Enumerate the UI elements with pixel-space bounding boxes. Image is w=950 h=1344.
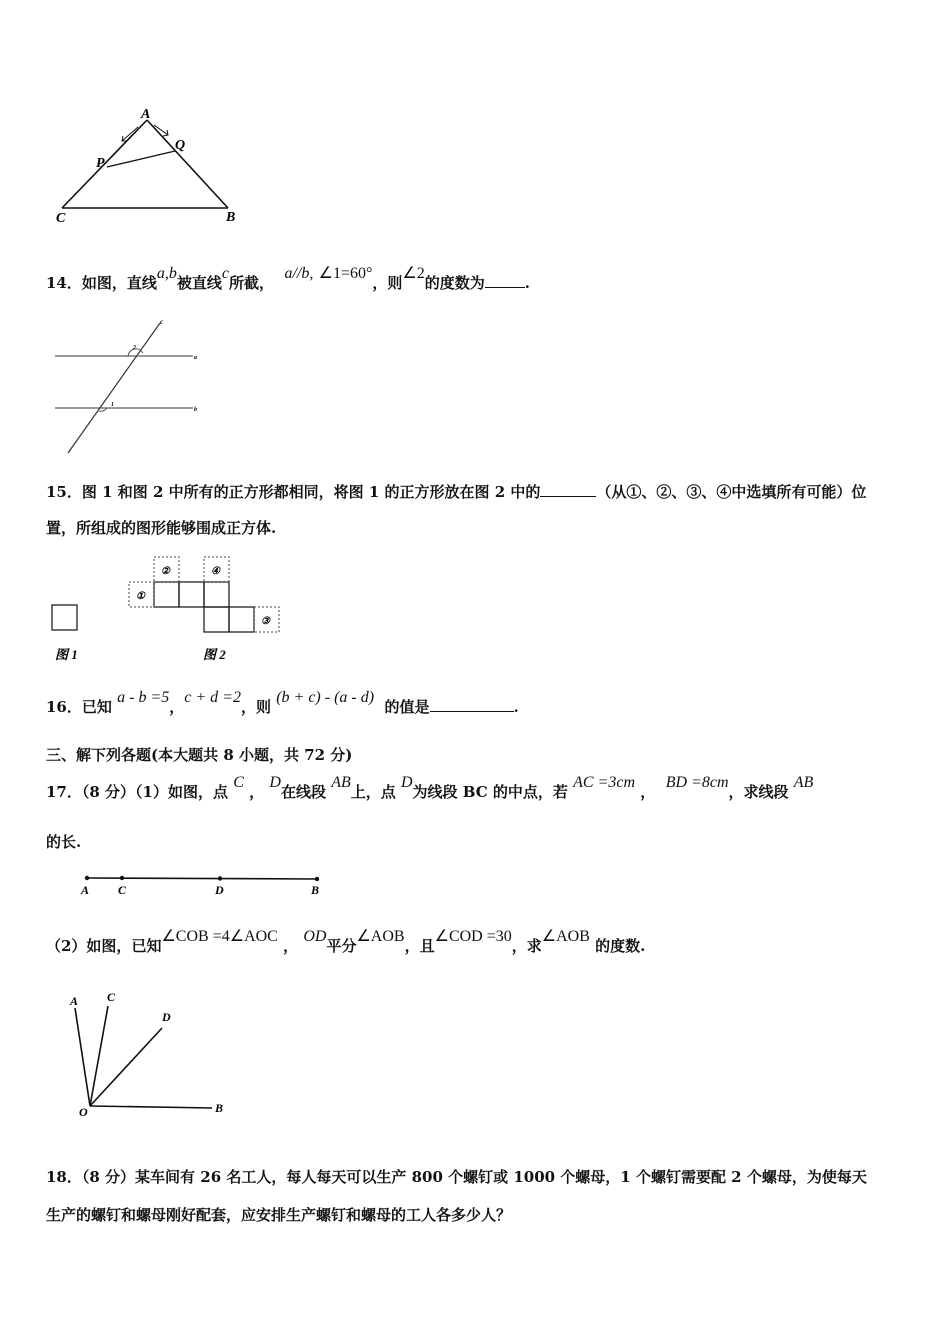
q17-D: D: [269, 774, 281, 791]
q17-D2: D: [400, 774, 413, 791]
q14-answer-blank: [485, 273, 525, 288]
label-B-point: B: [311, 883, 320, 897]
label-C-point: C: [118, 883, 127, 897]
question-17-part1-line2: 的长.: [46, 833, 82, 851]
figure-1-label: 图 1: [55, 647, 78, 662]
q17b-text1: 平分: [326, 937, 357, 955]
q16-end: .: [513, 698, 519, 716]
q17-comma: ，: [249, 783, 265, 801]
figure-2-label: 图 2: [203, 647, 226, 662]
q17-expr1: AC =3cm: [573, 774, 636, 791]
q16-sep: ，: [169, 698, 185, 716]
q16-text1: ，则: [240, 698, 271, 716]
q14-number: 14．如图，直线: [46, 274, 157, 292]
q17-AB2: AB: [793, 774, 814, 791]
question-18-line2: 生产的螺钉和螺母刚好配套，应安排生产螺钉和螺母的工人各多少人？: [46, 1206, 512, 1224]
q14-end: .: [524, 274, 530, 292]
q14-cond1: a//b,: [284, 265, 314, 282]
q16-text2: 的值是: [384, 698, 430, 716]
question-15-line1: [46, 481, 866, 502]
q15-answer-blank: [540, 482, 596, 497]
q17b-text2: ，且: [404, 937, 435, 955]
q17-text1: 在线段: [280, 783, 326, 801]
q17-C: C: [233, 774, 244, 791]
q14-text3: ，则: [372, 274, 403, 292]
position-1: ①: [136, 591, 145, 602]
label-A: A: [141, 107, 151, 122]
q17-comma2: ，: [640, 783, 656, 801]
q14-ab: a,b: [156, 265, 177, 282]
label-angle-2: 2: [133, 345, 136, 351]
label-D-ray: D: [162, 1010, 171, 1024]
label-A-point: A: [81, 883, 90, 897]
label-D-point: D: [215, 883, 224, 897]
label-A-ray: A: [70, 994, 79, 1008]
position-4: ④: [211, 566, 220, 577]
position-2: ②: [161, 566, 170, 577]
section-3-heading: 三、解下列各题(本大题共 8 小题，共 72 分): [46, 746, 353, 764]
position-3: ③: [261, 616, 270, 627]
parallel-lines-figure: [50, 315, 210, 460]
label-C-ray: C: [107, 990, 116, 1004]
q16-expr1: a - b =5: [117, 689, 170, 706]
q17-text2: 上，点: [350, 783, 396, 801]
q17-text4: ，求线段: [728, 783, 789, 801]
question-16: [46, 689, 519, 717]
cube-net-figure: [45, 550, 295, 665]
q17b-OD: OD: [303, 928, 327, 945]
question-14: [46, 265, 530, 293]
q14-text4: 的度数为: [424, 274, 485, 292]
q17b-text3: ，求: [511, 937, 542, 955]
q17-number: 17．（8 分）（1）如图，点: [46, 783, 228, 801]
q17b-expr4: ∠AOB: [541, 928, 590, 945]
q14-c: c: [221, 265, 229, 282]
q15-text1: 15．图 1 和图 2 中所有的正方形都相同，将图 1 的正方形放在图 2 中的: [46, 483, 541, 501]
label-Q: Q: [175, 138, 186, 153]
q17b-expr2: ∠AOB: [356, 928, 405, 945]
q14-cond2: ∠1=60°: [318, 265, 373, 282]
q16-answer-blank: [430, 697, 514, 712]
q17b-text4: 的度数.: [595, 937, 646, 955]
q17-AB: AB: [331, 774, 351, 791]
q15-text1b: （从①、②、③、④中选填所有可能）位: [596, 483, 867, 501]
q17b-sep: ，: [283, 937, 299, 955]
label-B-ray: B: [215, 1101, 224, 1115]
q17b-expr1: ∠COB =4∠AOC: [161, 928, 278, 945]
q15-text2: 置，所组成的图形能够围成正方体.: [46, 519, 277, 537]
q17-expr2: BD =8cm: [665, 774, 729, 791]
segment-figure: [75, 868, 335, 900]
q17b-expr3: ∠COD =30: [434, 928, 512, 945]
q16-expr3: (b + c) - (a - d): [276, 689, 375, 706]
q16-expr2: c + d =2: [184, 689, 241, 706]
q17-text3: 为线段 BC 的中点，若: [412, 783, 568, 801]
q14-text1: 被直线: [176, 274, 222, 292]
q14-angle2: ∠2: [402, 265, 425, 282]
label-B: B: [226, 210, 236, 225]
angle-figure: [60, 988, 240, 1123]
q17b-number: （2）如图，已知: [46, 937, 162, 955]
q16-number: 16．已知: [46, 698, 112, 716]
label-angle-1: 1: [111, 402, 114, 408]
question-17-part2: [46, 928, 646, 956]
question-18-line1: 18．（8 分）某车间有 26 名工人，每人每天可以生产 800 个螺钉或 1000 个螺母，1 个螺钉需要配 2 个螺母，为使每天: [46, 1168, 867, 1186]
label-c-line: c: [160, 318, 164, 326]
label-O-vertex: O: [79, 1105, 88, 1119]
question-17-part1: [46, 774, 814, 802]
label-P: P: [96, 156, 105, 171]
q14-text2: 所截，: [229, 274, 275, 292]
triangle-figure: [50, 105, 260, 230]
label-a-line: a: [194, 355, 197, 361]
label-C: C: [56, 211, 66, 226]
question-15-line2: [46, 517, 276, 538]
label-b-line: b: [194, 407, 197, 413]
